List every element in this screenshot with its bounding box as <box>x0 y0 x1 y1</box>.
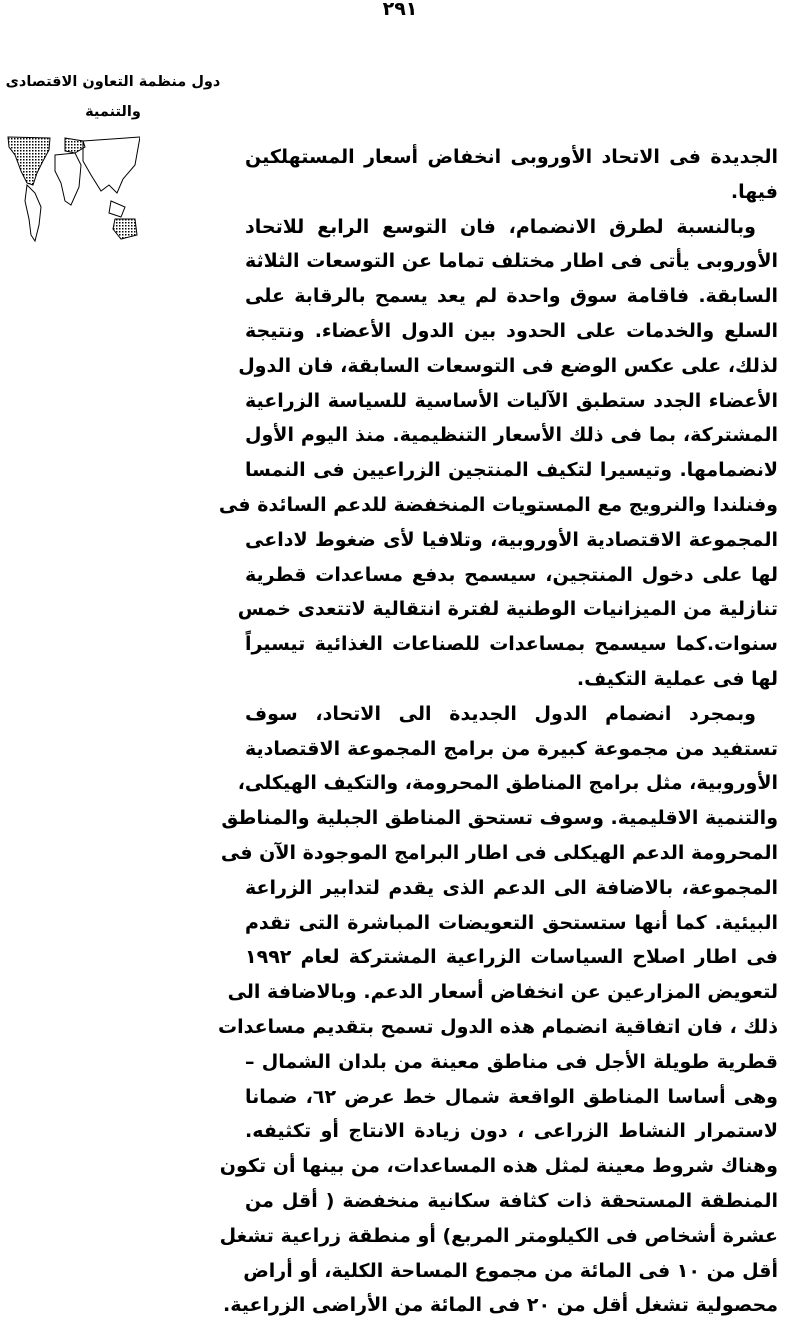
text-line: لها على دخول المنتجين، سيسمح بدفع مساعدات قطرية <box>245 563 778 586</box>
text-line: محصولية تشغل أقل من ٢٠ فى المائة من الأراضى الزراعية. <box>223 1294 778 1317</box>
text-line: لذلك، على عكس الوضع فى التوسعات السابقة، فان الدول <box>238 354 778 377</box>
text-line: وبمجرد انضمام الدول الجديدة الى الاتحاد، سوف <box>245 702 756 725</box>
text-line: فيها. <box>730 180 778 203</box>
text-line: لانضمامها. وتيسيرا لتكيف المنتجين الزراعيين فى النمسا <box>245 459 778 482</box>
text-line: البيئية. كما أنها ستستحق التعويضات المباشرة التى تقدم <box>245 911 778 934</box>
text-line: سنوات.كما سيسمح بمساعدات للصناعات الغذائية تيسيراً <box>245 633 778 656</box>
text-line: والتنمية الاقليمية. وسوف تستحق المناطق الجبلية والمناطق <box>221 807 778 830</box>
text-line: وبالنسبة لطرق الانضمام، فان التوسع الرابع للاتحاد <box>245 215 756 238</box>
world-map-icon <box>5 135 140 243</box>
sidebar-title-line2: والتنمية <box>85 104 141 120</box>
text-line: المنطقة المستحقة ذات كثافة سكانية منخفضة ( أقل من <box>245 1189 778 1212</box>
text-line: وهناك شروط معينة لمثل هذه المساعدات، من بينها أن تكون <box>219 1155 778 1178</box>
text-line: لها فى عملية التكيف. <box>576 667 778 690</box>
text-line: الأوروبية، مثل برامج المناطق المحرومة، والتكيف الهيكلى، <box>237 772 778 795</box>
text-line: الأوروبى يأتى فى اطار مختلف تماما عن التوسعات الثلاثة <box>245 250 778 273</box>
text-line: المحرومة الدعم الهيكلى فى اطار البرامج الموجودة الآن فى <box>220 841 778 864</box>
text-line: وهى أساسا المناطق الواقعة شمال خط عرض ٦٢، ضمانا <box>245 1085 778 1108</box>
text-line: عشرة أشخاص فى الكيلومتر المربع) أو منطقة زراعية تشغل <box>219 1224 778 1247</box>
text-line: أقل من ١٠ فى المائة من مجموع المساحة الكلية، أو أراض <box>243 1259 778 1282</box>
text-line: قطرية طويلة الأجل فى مناطق معينة من بلدان الشمال – <box>245 1050 778 1073</box>
text-line: السابقة. فاقامة سوق واحدة لم يعد يسمح بالرقابة على <box>245 285 778 308</box>
text-line: وفنلندا والنرويج مع المستويات المنخفضة للدعم السائدة فى <box>218 493 778 516</box>
text-line: الجديدة فى الاتحاد الأوروبى انخفاض أسعار المستهلكين <box>245 146 778 168</box>
text-line: ذلك ، فان اتفاقية انضمام هذه الدول تسمح بتقديم مساعدات <box>217 1015 778 1038</box>
text-line: لاستمرار النشاط الزراعى ، دون زيادة الانتاج أو تكثيفه. <box>245 1120 778 1143</box>
text-line: المجموعة الاقتصادية الأوروبية، وتلافيا لأى ضغوط لاداعى <box>245 528 778 551</box>
text-line: السلع والخدمات على الحدود بين الدول الأعضاء. ونتيجة <box>245 319 778 342</box>
text-line: المجموعة، بالاضافة الى الدعم الذى يقدم لتدابير الزراعة <box>245 876 778 899</box>
page-number: ٢٩١ <box>382 0 418 20</box>
text-line: الأعضاء الجدد ستطبق الآليات الأساسية للسياسة الزراعية <box>245 389 778 412</box>
text-line: المشتركة، بما فى ذلك الأسعار التنظيمية. منذ اليوم الأول <box>245 424 778 447</box>
text-line: تنازلية من الميزانيات الوطنية لفترة انتقالية لاتتعدى خمس <box>237 598 778 621</box>
text-line: فى اطار اصلاح السياسات الزراعية المشتركة لعام ١٩٩٢ <box>245 946 778 969</box>
text-line: لتعويض المزارعين عن انخفاض أسعار الدعم. وبالاضافة الى <box>227 981 778 1004</box>
body-text <box>217 140 778 1323</box>
sidebar-title-line1: دول منظمة التعاون الاقتصادى <box>5 74 221 90</box>
text-line: تستفيد من مجموعة كبيرة من برامج المجموعة الاقتصادية <box>245 737 778 760</box>
